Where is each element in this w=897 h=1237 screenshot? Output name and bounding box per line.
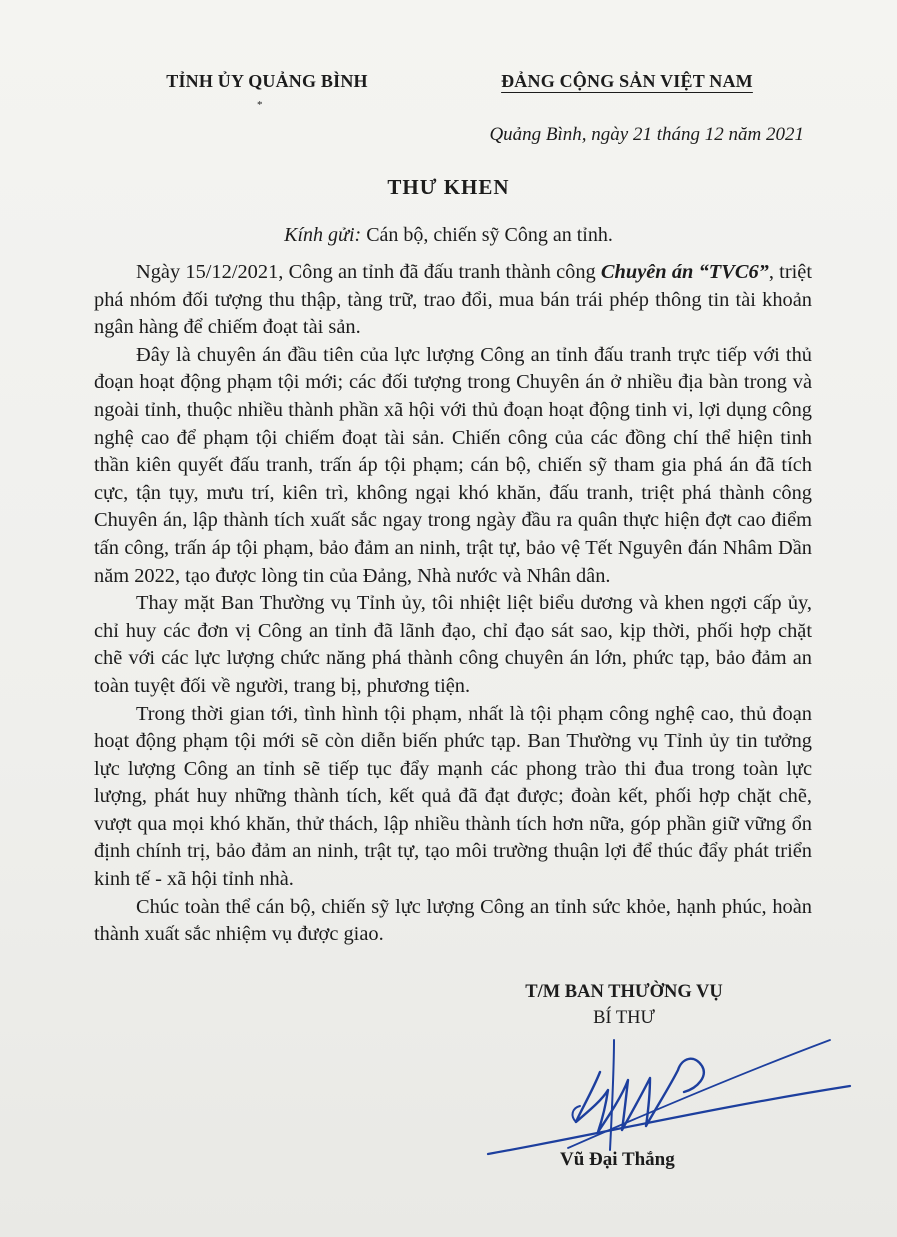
paragraph-4: Trong thời gian tới, tình hình tội phạm, nhất là tội phạm công nghệ cao, thủ đoạn hoạt động phạm tội mới sẽ còn diễn biến phức tạp. Ban Thường vụ Tỉnh ủy tin tưởng lực lượng Công an tỉnh sẽ tiếp tục đẩy mạnh các phong trào thi đua trong toàn lực lượng, phát huy những thành tích, kết quả đã đạt được; đoàn kết, phối hợp chặt chẽ, vượt qua mọi khó khăn, thử thách, lập nhiều thành tích hơn nữa, góp phần giữ vững ổn định chính trị, bảo đảm an ninh, trật tự, tạo môi trường thuận lợi để thúc đẩy phát triển kinh tế - xã hội tỉnh nhà.: [94, 702, 812, 891]
paragraph-2: Đây là chuyên án đầu tiên của lực lượng Công an tỉnh đấu tranh trực tiếp với thủ đoạn hoạt động phạm tội mới; các đối tượng trong Chuyên án ở nhiều địa bàn trong và ngoài tỉnh, thuộc nhiều thành phần xã hội với thủ đoạn hoạt động tinh vi, lợi dụng công nghệ cao để phạm tội chiếm đoạt tài sản. Chiến công của các đồng chí thể hiện tinh thần kiên quyết đấu tranh, trấn áp tội phạm; cán bộ, chiến sỹ tham gia phá án đã tích cực, tận tụy, mưu trí, kiên trì, không ngại khó khăn, đấu tranh, triệt phá thành công Chuyên án, lập thành tích xuất sắc ngay trong ngày đầu ra quân thực hiện đợt cao điểm tấn công, trấn áp tội phạm, bảo đảm an ninh, trật tự, bảo vệ Tết Nguyên đán Nhâm Dần năm 2022, tạo được lòng tin của Đảng, Nhà nước và Nhân dân.: [94, 343, 812, 587]
issuing-organization: TỈNH ỦY QUẢNG BÌNH: [166, 71, 368, 91]
signatory-title: BÍ THƯ: [593, 1008, 655, 1028]
signature-stroke-vertical: [610, 1040, 614, 1150]
case-name: Chuyên án “TVC6”: [600, 261, 769, 283]
paragraph-1: [94, 259, 812, 342]
paragraph-1-after: , triệt phá nhóm đối tượng thu thập, tàng trữ, trao đổi, mua bán trái phép thông tin tài khoản ngân hàng để chiếm đoạt tài sản.: [94, 261, 812, 339]
document-title: THƯ KHEN: [387, 175, 510, 199]
letter-body: [94, 259, 812, 949]
greeting-line: [0, 224, 897, 247]
paragraph-5: Chúc toàn thể cán bộ, chiến sỹ lực lượng Công an tỉnh sức khỏe, hạnh phúc, hoàn thành xuất sắc nhiệm vụ được giao.: [94, 895, 812, 946]
paragraph-3: Thay mặt Ban Thường vụ Tỉnh ủy, tôi nhiệt liệt biểu dương và khen ngợi cấp ủy, chỉ huy các đơn vị Công an tỉnh đã lãnh đạo, chỉ đạo sát sao, kịp thời, phối hợp chặt chẽ với các lực lượng chức năng phá thành công chuyên án lớn, phức tạp, bảo đảm an toàn tuyệt đối về người, trang bị, phương tiện.: [94, 592, 812, 697]
place-and-date: Quảng Bình, ngày 21 tháng 12 năm 2021: [489, 124, 804, 145]
signature-stroke-letters: [576, 1059, 704, 1132]
paragraph-1-before: Ngày 15/12/2021, Công an tỉnh đã đấu tranh thành công: [136, 261, 601, 283]
signatory-name: Vũ Đại Thắng: [560, 1149, 675, 1170]
greeting-lead: Kính gửi:: [284, 224, 362, 246]
party-name-heading: ĐẢNG CỘNG SẢN VIỆT NAM: [501, 71, 753, 91]
handwritten-signature: [480, 1030, 870, 1165]
star-mark: *: [257, 99, 263, 111]
signature-stroke-underline: [488, 1086, 850, 1154]
signatory-role: T/M BAN THƯỜNG VỤ: [525, 982, 723, 1002]
greeting-recipient: Cán bộ, chiến sỹ Công an tỉnh.: [361, 224, 613, 246]
